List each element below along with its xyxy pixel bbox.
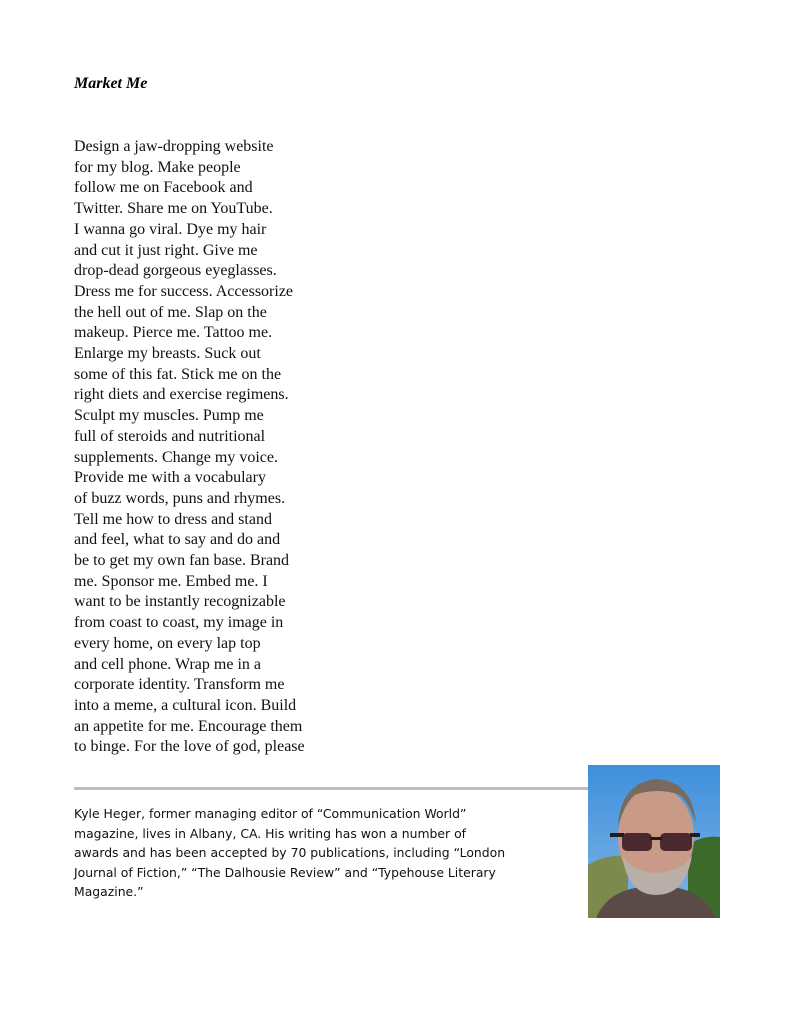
poem-line: every home, on every lap top [74,634,261,652]
poem-line: for my blog. Make people [74,158,241,176]
poem-line: of buzz words, puns and rhymes. [74,489,286,507]
bio-line: Journal of Fiction,” “The Dalhousie Review” and “Typehouse Literary [74,864,496,880]
poem-line: me. Sponsor me. Embed me. I [74,572,268,590]
poem-line: some of this fat. Stick me on the [74,365,282,383]
author-bio [74,804,584,902]
poem-line: from coast to coast, my image in [74,614,284,632]
author-portrait-illustration [588,765,720,918]
bio-line: awards and has been accepted by 70 publications, including “London [74,845,506,861]
poem-line: Tell me how to dress and stand [74,510,272,528]
poem-line: Sculpt my muscles. Pump me [74,407,264,425]
poem-line: to binge. For the love of god, please [74,738,305,756]
poem-line: be to get my own fan base. Brand [74,552,290,570]
author-photo [588,765,720,918]
poem-line: an appetite for me. Encourage them [74,717,303,735]
poem-title: Market Me [74,75,148,92]
glasses-bridge [650,837,662,840]
poem-line: corporate identity. Transform me [74,676,285,694]
glasses-left-lens [622,833,652,851]
bio-line: magazine, lives in Albany, CA. His writing has won a number of [74,825,467,841]
poem-line: makeup. Pierce me. Tattoo me. [74,324,273,342]
bio-line: Kyle Heger, former managing editor of “Communication World” [74,806,467,821]
poem-line: Design a jaw-dropping website [74,138,274,155]
poem-line: Dress me for success. Accessorize [74,282,294,300]
glasses-arm [610,833,624,837]
poem-line: Twitter. Share me on YouTube. [74,200,273,218]
poem-line: full of steroids and nutritional [74,427,266,445]
poem-line: and cut it just right. Give me [74,241,258,259]
poem-line: and feel, what to say and do and [74,531,281,549]
poem-line: follow me on Facebook and [74,179,253,197]
poem-line: Enlarge my breasts. Suck out [74,345,261,363]
poem-body [74,137,305,758]
poem-line: the hell out of me. Slap on the [74,303,267,321]
poem-line: supplements. Change my voice. [74,448,278,466]
glasses-right-lens [660,833,692,851]
poem-line: I wanna go viral. Dye my hair [74,220,267,238]
poem-line: and cell phone. Wrap me in a [74,655,261,673]
bio-line: Magazine.” [74,884,144,900]
poem-line: into a meme, a cultural icon. Build [74,696,297,714]
poem-line: want to be instantly recognizable [74,593,286,611]
poem-line: right diets and exercise regimens. [74,386,289,404]
section-divider [74,787,590,790]
poem-line: Provide me with a vocabulary [74,469,266,487]
poem-line: drop-dead gorgeous eyeglasses. [74,262,277,280]
glasses-arm [690,833,700,837]
